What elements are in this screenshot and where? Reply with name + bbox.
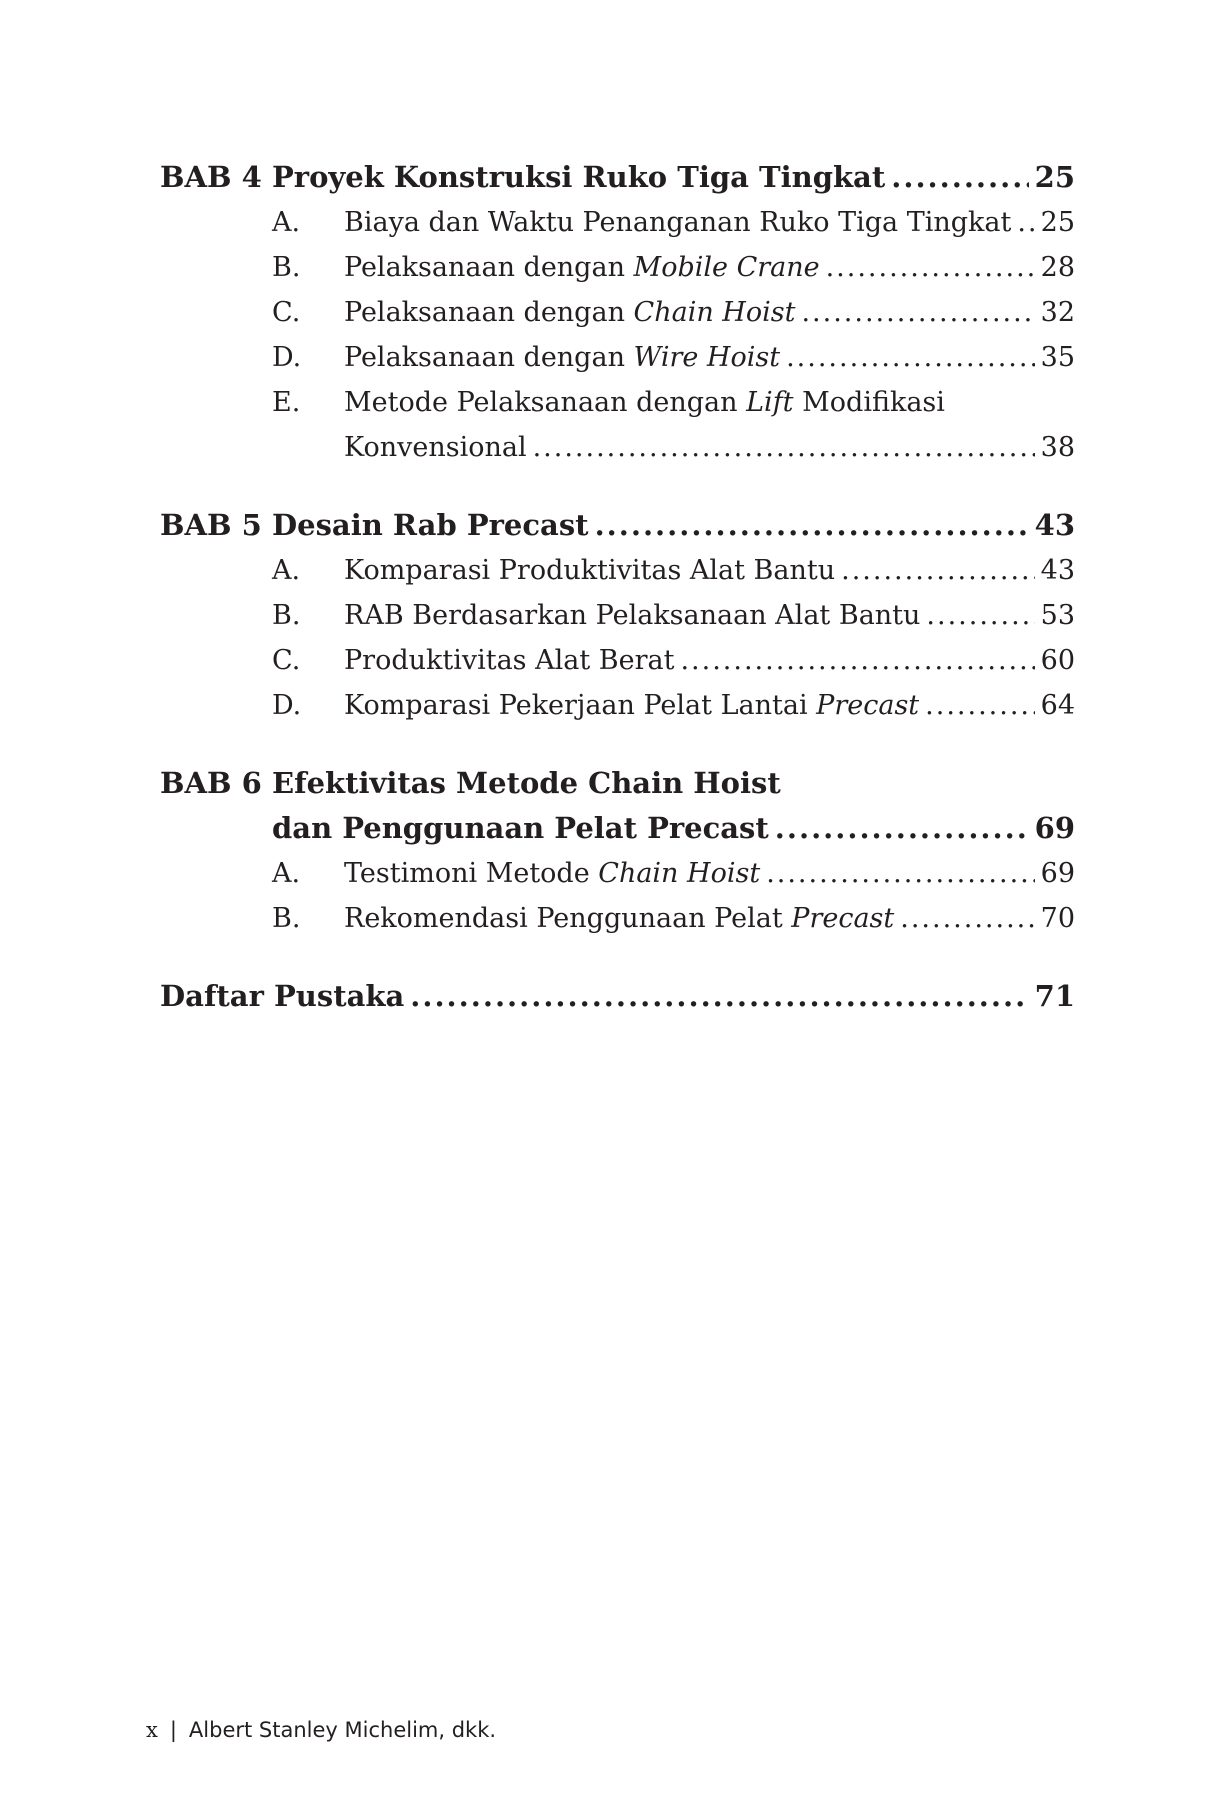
chapter-bab-5 <box>160 503 1075 728</box>
bibliography-title: Daftar Pustaka <box>160 979 405 1013</box>
toc-entry[interactable] <box>160 200 1075 245</box>
entry-page-number: 60 <box>1040 645 1075 676</box>
entry-letter: B. <box>272 600 301 631</box>
chapter-bab-4 <box>160 155 1075 470</box>
leader-dots <box>766 851 1034 896</box>
chapter-heading-row[interactable] <box>160 155 1075 200</box>
entry-title: Pelaksanaan dengan Wire Hoist <box>344 342 781 373</box>
entry-page-number: 32 <box>1040 297 1075 328</box>
entry-letter: C. <box>272 297 301 328</box>
chapter-title: Proyek Konstruksi Ruko Tiga Tingkat <box>272 160 886 194</box>
leader-dots <box>801 290 1034 335</box>
chapter-label: BAB 6 <box>160 766 262 800</box>
italic-term: Wire Hoist <box>633 342 781 373</box>
entry-letter: B. <box>272 252 301 283</box>
entry-title: Pelaksanaan dengan Chain Hoist <box>344 297 796 328</box>
toc-entry[interactable] <box>160 896 1075 941</box>
toc-entry-line-1[interactable] <box>160 380 1075 425</box>
chapter-heading-row[interactable] <box>160 503 1075 548</box>
toc-entry[interactable] <box>160 851 1075 896</box>
italic-term: Mobile Crane <box>633 252 820 283</box>
chapter-label: BAB 4 <box>160 160 262 194</box>
italic-term: Precast <box>791 903 895 934</box>
leader-dots <box>826 245 1035 290</box>
leader-dots <box>841 548 1035 593</box>
entry-title-continued: Konvensional <box>344 432 527 463</box>
leader-dots <box>775 806 1029 851</box>
entry-page-number: 25 <box>1040 207 1075 238</box>
chapter-title: Desain Rab Precast <box>272 508 589 542</box>
entry-title: RAB Berdasarkan Pelaksanaan Alat Bantu <box>344 600 921 631</box>
italic-term: Chain Hoist <box>633 297 796 328</box>
entry-page-number: 38 <box>1040 432 1075 463</box>
entry-page-number: 35 <box>1040 342 1075 373</box>
chapter-bab-6 <box>160 761 1075 941</box>
entry-letter: C. <box>272 645 301 676</box>
entry-letter: B. <box>272 903 301 934</box>
leader-dots <box>786 335 1035 380</box>
chapter-heading-row-continued[interactable] <box>160 806 1075 851</box>
entry-page-number: 43 <box>1040 555 1075 586</box>
page-footer <box>146 1718 496 1742</box>
leader-dots <box>410 974 1028 1019</box>
table-of-contents <box>160 155 1075 1052</box>
chapter-page-number: 43 <box>1034 508 1075 542</box>
leader-dots <box>680 638 1034 683</box>
entry-letter: A. <box>272 858 301 889</box>
toc-entry[interactable] <box>160 335 1075 380</box>
chapter-title-continued: dan Penggunaan Pelat Precast <box>272 811 769 845</box>
toc-entry[interactable] <box>160 593 1075 638</box>
toc-entry[interactable] <box>160 245 1075 290</box>
entry-title: Rekomendasi Penggunaan Pelat Precast <box>344 903 895 934</box>
leader-dots <box>1017 200 1034 245</box>
entry-title: Testimoni Metode Chain Hoist <box>344 858 761 889</box>
chapter-label: BAB 5 <box>160 508 262 542</box>
entry-page-number: 53 <box>1040 600 1075 631</box>
entry-letter: A. <box>272 207 301 238</box>
entry-title: Pelaksanaan dengan Mobile Crane <box>344 252 820 283</box>
chapter-heading-row[interactable] <box>160 761 1075 806</box>
toc-entry[interactable] <box>160 290 1075 335</box>
entry-title: Metode Pelaksanaan dengan Lift Modifikasi <box>344 387 945 418</box>
footer-separator: | <box>169 1718 177 1742</box>
bibliography-row[interactable] <box>160 974 1075 1019</box>
entry-title: Biaya dan Waktu Penanganan Ruko Tiga Tingkat <box>344 207 1012 238</box>
entry-letter: A. <box>272 555 301 586</box>
entry-page-number: 70 <box>1040 903 1075 934</box>
entry-page-number: 69 <box>1040 858 1075 889</box>
bibliography-page-number: 71 <box>1034 979 1075 1013</box>
toc-entry-line-2[interactable] <box>160 425 1075 470</box>
chapter-page-number: 69 <box>1034 811 1075 845</box>
footer-author: Albert Stanley Michelim, dkk. <box>188 1718 497 1742</box>
italic-term: Precast <box>816 690 920 721</box>
entry-letter: E. <box>272 387 301 418</box>
entry-title: Produktivitas Alat Berat <box>344 645 675 676</box>
toc-entry[interactable] <box>160 548 1075 593</box>
page-numeral: x <box>146 1718 158 1742</box>
chapter-page-number: 25 <box>1034 160 1075 194</box>
toc-entry[interactable] <box>160 683 1075 728</box>
entry-letter: D. <box>272 342 302 373</box>
toc-entry[interactable] <box>160 638 1075 683</box>
leader-dots <box>925 683 1034 728</box>
entry-title: Komparasi Produktivitas Alat Bantu <box>344 555 836 586</box>
leader-dots <box>900 896 1034 941</box>
leader-dots <box>926 593 1034 638</box>
leader-dots <box>891 155 1028 200</box>
leader-dots <box>595 503 1029 548</box>
entry-letter: D. <box>272 690 302 721</box>
entry-title: Komparasi Pekerjaan Pelat Lantai Precast <box>344 690 920 721</box>
leader-dots <box>533 425 1035 470</box>
entry-page-number: 64 <box>1040 690 1075 721</box>
italic-term: Lift <box>746 387 794 418</box>
italic-term: Chain Hoist <box>598 858 761 889</box>
chapter-title: Efektivitas Metode Chain Hoist <box>272 766 781 800</box>
entry-page-number: 28 <box>1040 252 1075 283</box>
bibliography-section <box>160 974 1075 1019</box>
